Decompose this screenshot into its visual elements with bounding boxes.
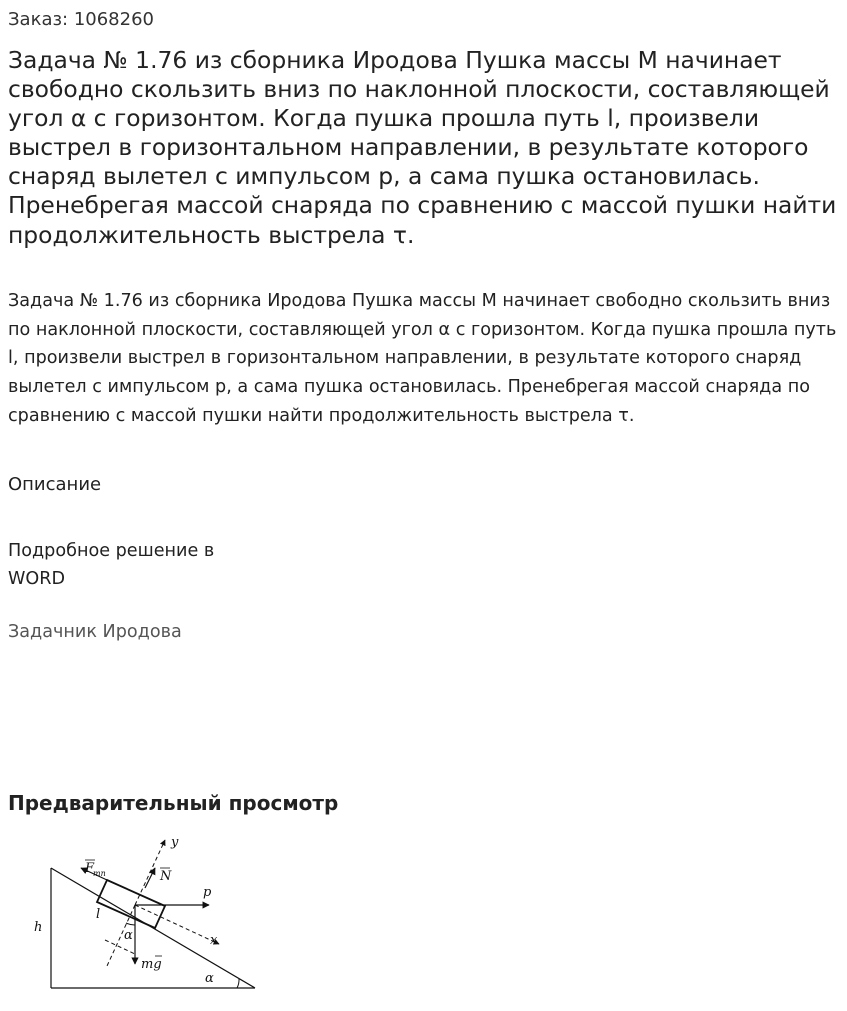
base-angle-arc	[237, 979, 239, 988]
normal-force-arrow	[145, 868, 155, 888]
cannon-block	[97, 880, 165, 928]
description-label: Описание	[8, 474, 102, 495]
preview-heading: Предварительный просмотр	[8, 791, 339, 815]
y-axis-label: y	[171, 835, 179, 850]
normal-label: N	[160, 869, 172, 884]
preview-diagram	[23, 830, 263, 1000]
collection-link[interactable]: Задачник Иродова	[8, 622, 182, 642]
length-label: l	[96, 907, 101, 922]
friction-subscript: тп	[93, 869, 106, 878]
solution-format-text: Подробное решение в WORD	[8, 541, 215, 589]
inner-angle-arc	[126, 923, 135, 925]
momentum-label: p	[203, 885, 212, 900]
task-description: Задача № 1.76 из сборника Иродова Пушка массы M начинает свободно скользить вниз по наклонной плоскости, составляющей угол α с горизонтом. Когда пушка прошла путь l, произвели выстрел в горизонтальном направлении, в результате которого снаряд вылетел с импульсом p, а сама пушка остановилась. Пренебрегая массой снаряда по сравнению с массой пушки найти продолжительность выстрела τ.	[8, 291, 837, 426]
friction-label: F	[85, 861, 95, 876]
height-label: h	[34, 920, 43, 935]
x-axis-label: x	[210, 933, 218, 948]
order-number: Заказ: 1068260	[8, 9, 154, 30]
task-title: Задача № 1.76 из сборника Иродова Пушка массы M начинает свободно скользить вниз по наклонной плоскости, составляющей угол α с горизонтом. Когда пушка прошла путь l, произвели выстрел в горизонтальном направлении, в результате которого снаряд вылетел с импульсом p, а сама пушка остановилась. Пренебрегая массой снаряда по сравнению с массой пушки найти продолжительность выстрела τ.	[8, 46, 837, 249]
gravity-label: mg	[141, 957, 162, 972]
base-alpha-label: α	[205, 971, 214, 986]
inner-alpha-label: α	[124, 928, 133, 943]
